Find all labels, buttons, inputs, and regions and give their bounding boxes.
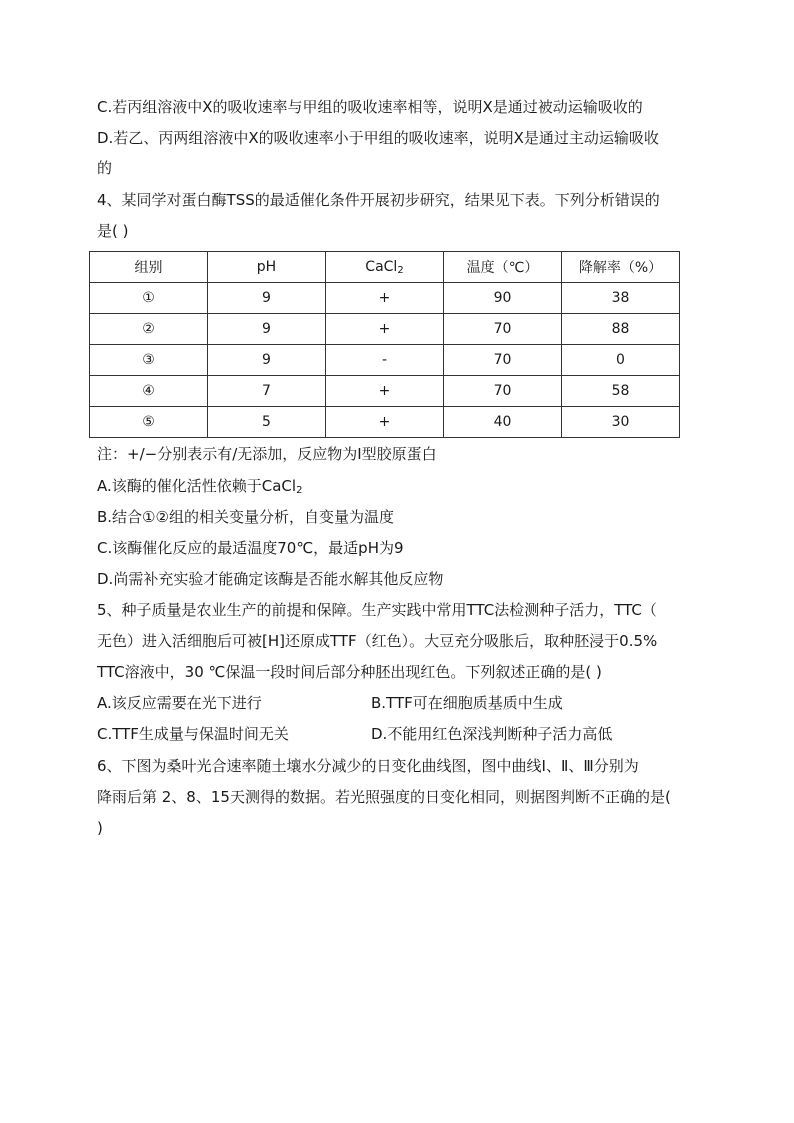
q4-option-b: B.结合①②组的相关变量分析，自变量为温度 — [97, 508, 394, 526]
q4-stem-line2: 是( ) — [97, 222, 129, 240]
header-temp: 温度（℃） — [444, 252, 562, 283]
q4-option-a — [97, 476, 302, 496]
table-row — [90, 345, 680, 376]
cell-rate: 58 — [562, 376, 680, 407]
q5-stem-line2: 无色）进入活细胞后可被[H]还原成TTF（红色）。大豆充分吸胀后，取种胚浸于0.5% — [97, 632, 658, 650]
q5-stem-line3: TTC溶液中，30 ℃保温一段时间后部分种胚出现红色。下列叙述正确的是( ) — [97, 663, 602, 681]
table-row — [90, 407, 680, 438]
cell-rate: 30 — [562, 407, 680, 438]
q5-option-c: C.TTF生成量与保温时间无关 — [97, 725, 289, 743]
header-ph: pH — [208, 252, 326, 283]
q5-option-d: D.不能用红色深浅判断种子活力高低 — [371, 725, 613, 743]
q6-stem-line1: 6、下图为桑叶光合速率随土壤水分减少的日变化曲线图，图中曲线Ⅰ、Ⅱ、Ⅲ分别为 — [97, 757, 639, 775]
cell-rate: 38 — [562, 283, 680, 314]
cell-group: ① — [90, 283, 208, 314]
q3-option-d-line1: D.若乙、丙两组溶液中X的吸收速率小于甲组的吸收速率，说明X是通过主动运输吸收 — [97, 129, 659, 147]
cell-group: ③ — [90, 345, 208, 376]
cell-temp: 70 — [444, 345, 562, 376]
cell-temp: 40 — [444, 407, 562, 438]
cell-cacl2: + — [326, 314, 444, 345]
cell-group: ② — [90, 314, 208, 345]
cell-group: ④ — [90, 376, 208, 407]
q4-note: 注：+/−分别表示有/无添加，反应物为Ⅰ型胶原蛋白 — [97, 445, 437, 463]
q3-option-d-line2: 的 — [97, 159, 113, 177]
header-rate: 降解率（%） — [562, 252, 680, 283]
cell-ph: 7 — [208, 376, 326, 407]
q5-option-a: A.该反应需要在光下进行 — [97, 694, 262, 712]
cell-ph: 5 — [208, 407, 326, 438]
cell-temp: 70 — [444, 376, 562, 407]
cell-cacl2: + — [326, 283, 444, 314]
q4-option-d: D.尚需补充实验才能确定该酶是否能水解其他反应物 — [97, 570, 444, 588]
table-row — [90, 314, 680, 345]
cell-cacl2: - — [326, 345, 444, 376]
cell-ph: 9 — [208, 345, 326, 376]
cell-temp: 70 — [444, 314, 562, 345]
cell-ph: 9 — [208, 283, 326, 314]
q4-option-a-text: A.该酶的催化活性依赖于CaCl — [97, 477, 297, 495]
q4-stem-line1: 4、某同学对蛋白酶TSS的最适催化条件开展初步研究，结果见下表。下列分析错误的 — [97, 191, 660, 209]
q4-data-table — [89, 251, 680, 438]
cell-rate: 88 — [562, 314, 680, 345]
q5-option-b: B.TTF可在细胞质基质中生成 — [371, 694, 563, 712]
header-cacl2 — [326, 252, 444, 283]
cell-cacl2: + — [326, 407, 444, 438]
q5-stem-line1: 5、种子质量是农业生产的前提和保障。生产实践中常用TTC法检测种子活力，TTC（ — [97, 601, 657, 619]
cell-ph: 9 — [208, 314, 326, 345]
header-cacl2-base: CaCl — [365, 259, 398, 275]
table-row — [90, 376, 680, 407]
q3-option-c: C.若丙组溶液中X的吸收速率与甲组的吸收速率相等，说明X是通过被动运输吸收的 — [97, 98, 643, 116]
cell-cacl2: + — [326, 376, 444, 407]
table-header-row — [90, 252, 680, 283]
cell-group: ⑤ — [90, 407, 208, 438]
header-group: 组别 — [90, 252, 208, 283]
header-cacl2-sub: 2 — [397, 265, 404, 276]
q4-option-c: C.该酶催化反应的最适温度70℃，最适pH为9 — [97, 539, 404, 557]
q4-option-a-sub: 2 — [296, 485, 303, 496]
table-row — [90, 283, 680, 314]
cell-temp: 90 — [444, 283, 562, 314]
q6-stem-line2: 降雨后第 2、8、15天测得的数据。若光照强度的日变化相同，则据图判断不正确的是( — [97, 788, 671, 806]
q6-stem-line3: ) — [97, 819, 103, 837]
cell-rate: 0 — [562, 345, 680, 376]
